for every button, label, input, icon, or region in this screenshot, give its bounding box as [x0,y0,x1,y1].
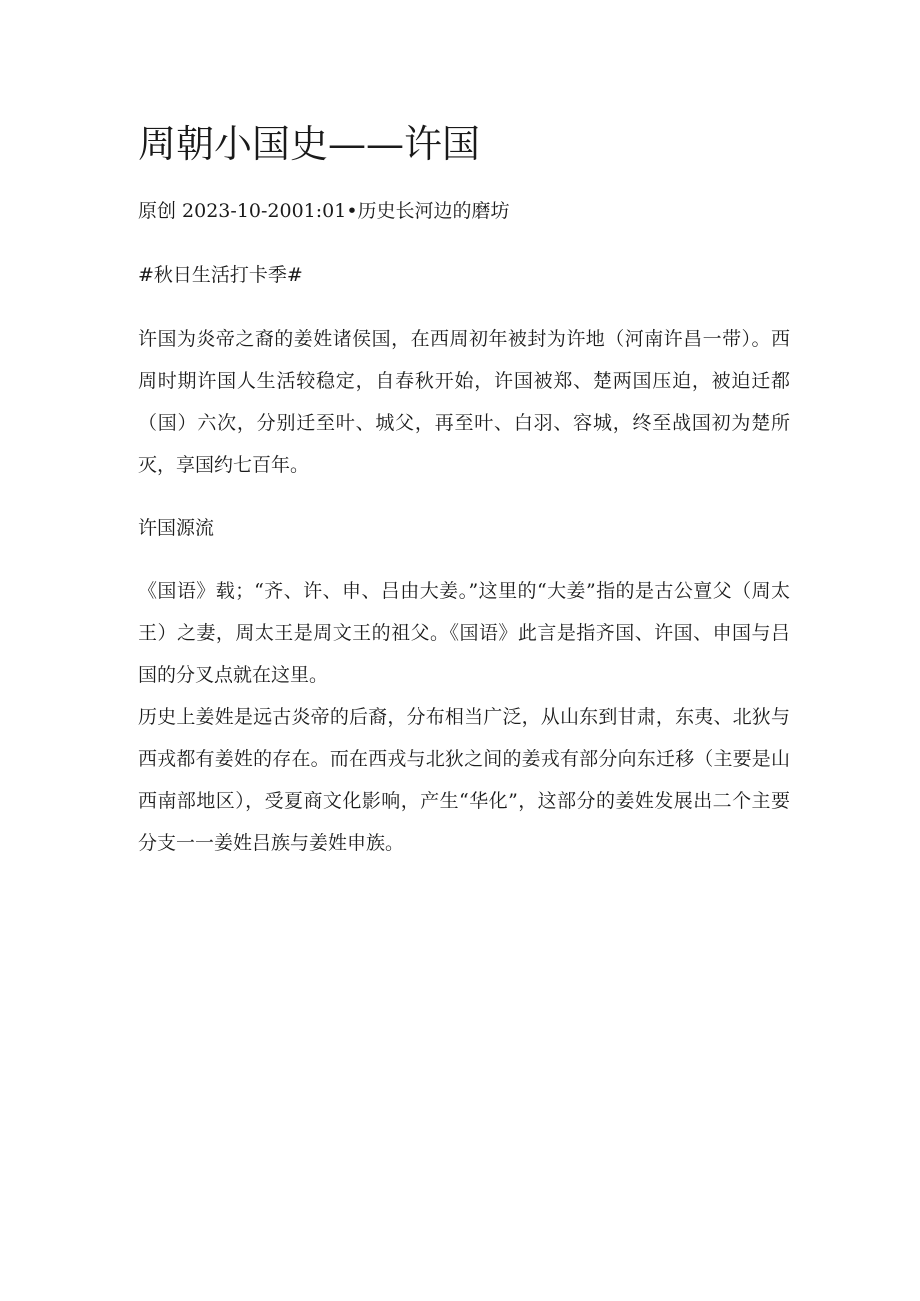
section-body [138,570,790,864]
body-paragraph-2: 历史上姜姓是远古炎帝的后裔，分布相当广泛，从山东到甘肃，东夷、北狄与西戎都有姜姓的存在。而在西戎与北狄之间的姜戎有部分向东迁移（主要是山西南部地区），受夏商文化影响，产生“华化”，这部分的姜姓发展出二个主要分支一一姜姓吕族与姜姓申族。 [138,706,790,854]
article-title: 周朝小国史——许国 [138,122,481,166]
section-heading: 许国源流 [138,517,215,539]
intro-paragraph: 许国为炎帝之裔的姜姓诸侯国，在西周初年被封为许地（河南许昌一带）。西周时期许国人生活较稳定，自春秋开始，许国被郑、楚两国压迫，被迫迁都（国）六次，分别迁至叶、城父，再至叶、白羽、容城，终至战国初为楚所灭，享国约七百年。 [138,328,790,476]
article-tag: #秋日生活打卡季# [138,264,303,286]
article-meta: 原创 2023-10-2001:01•历史长河边的磨坊 [138,200,510,222]
body-paragraph-1: 《国语》载；“齐、许、申、吕由大姜。”这里的“大姜”指的是古公亶父（周太王）之妻，周太王是周文王的祖父。《国语》此言是指齐国、许国、申国与吕国的分叉点就在这里。 [138,580,790,686]
